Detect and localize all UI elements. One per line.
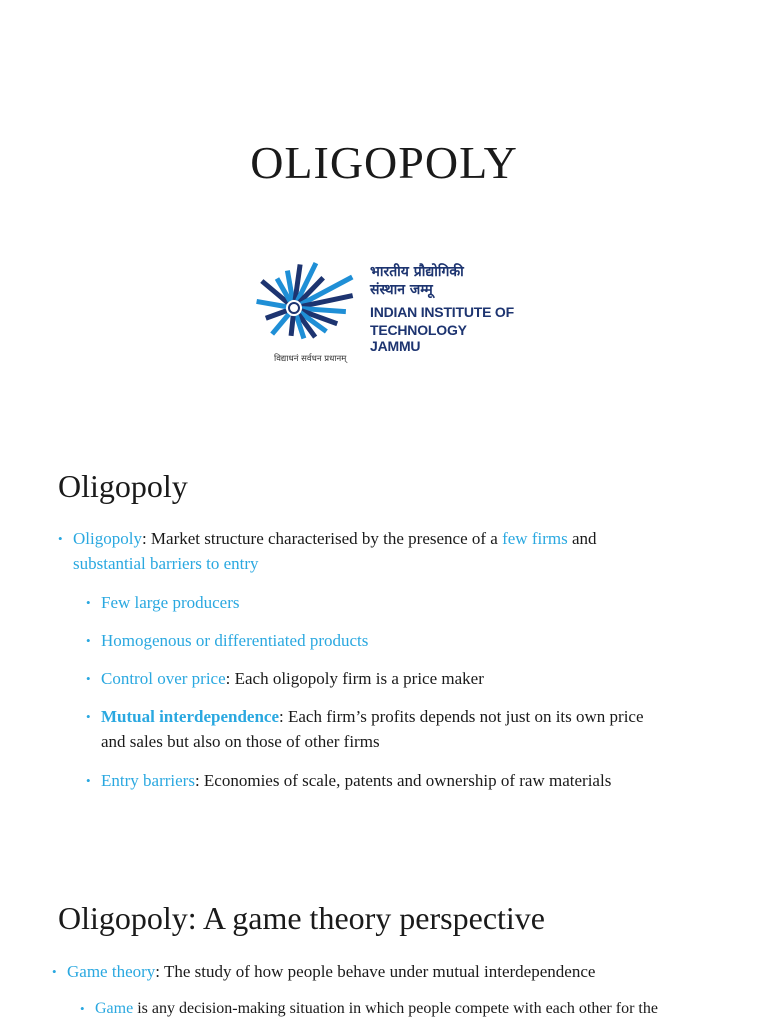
slide-heading: Oligopoly: A game theory perspective	[58, 900, 545, 936]
point-game	[80, 996, 725, 1021]
bullet-icon: •	[86, 633, 91, 648]
point-text: : Each oligopoly firm is a price maker	[225, 669, 484, 688]
game-theory-slide	[0, 860, 768, 1024]
point-text: : The study of how people behave under mutual interdependence	[155, 962, 596, 981]
definition-text-b: and	[567, 529, 597, 548]
point-term: Entry barriers	[101, 771, 195, 790]
point-text: Homogenous or differentiated products	[101, 631, 369, 650]
point-term: Game	[95, 1000, 134, 1017]
oligopoly-slide	[0, 430, 768, 860]
logo-hindi-line1: भारतीय प्रौद्योगिकी	[370, 264, 464, 280]
point-few-producers	[86, 590, 731, 615]
point-term: Game theory	[67, 962, 156, 981]
point-term: Mutual interdependence	[101, 707, 280, 726]
point-text-cont: and sales but also on those of other firms	[101, 732, 380, 751]
point-text: is any decision-making situation in which people compete with each other for the	[133, 1000, 658, 1017]
title-slide	[0, 0, 768, 430]
logo-english-line1: INDIAN INSTITUTE OF	[370, 304, 514, 320]
bullet-icon: •	[80, 1001, 85, 1016]
bullet-icon: •	[58, 531, 63, 546]
point-control-price	[86, 666, 731, 691]
point-text: : Economies of scale, patents and ownership of raw materials	[194, 771, 612, 790]
bullet-icon: •	[86, 595, 91, 610]
main-title: OLIGOPOLY	[250, 137, 518, 188]
term-oligopoly: Oligopoly	[73, 529, 142, 548]
iit-jammu-logo	[256, 252, 516, 372]
bullet-icon: •	[86, 709, 91, 724]
point-term: Control over price	[101, 669, 226, 688]
definition-text-a: : Market structure characterised by the presence of a	[141, 529, 503, 548]
highlight-barriers: substantial barriers to entry	[73, 554, 259, 573]
bullet-icon: •	[86, 773, 91, 788]
bullet-icon: •	[52, 964, 57, 979]
point-entry-barriers	[86, 768, 731, 793]
point-game-theory	[52, 959, 717, 984]
logo-hindi-line2: संस्थान जम्मू	[370, 282, 433, 298]
logo-motto: विद्याधनं सर्वधन प्रधानम्	[274, 354, 347, 364]
iit-jammu-emblem-icon	[256, 252, 366, 352]
highlight-few-firms: few firms	[502, 529, 568, 548]
point-text: : Each firm’s profits depends not just on its own price	[279, 707, 644, 726]
bullet-icon: •	[86, 671, 91, 686]
point-interdependence	[86, 704, 731, 754]
definition-bullet	[58, 526, 723, 576]
logo-english-line2: TECHNOLOGY JAMMU	[370, 322, 467, 354]
slide-heading: Oligopoly	[58, 468, 188, 504]
point-text: Few large producers	[101, 593, 240, 612]
point-products	[86, 628, 731, 653]
